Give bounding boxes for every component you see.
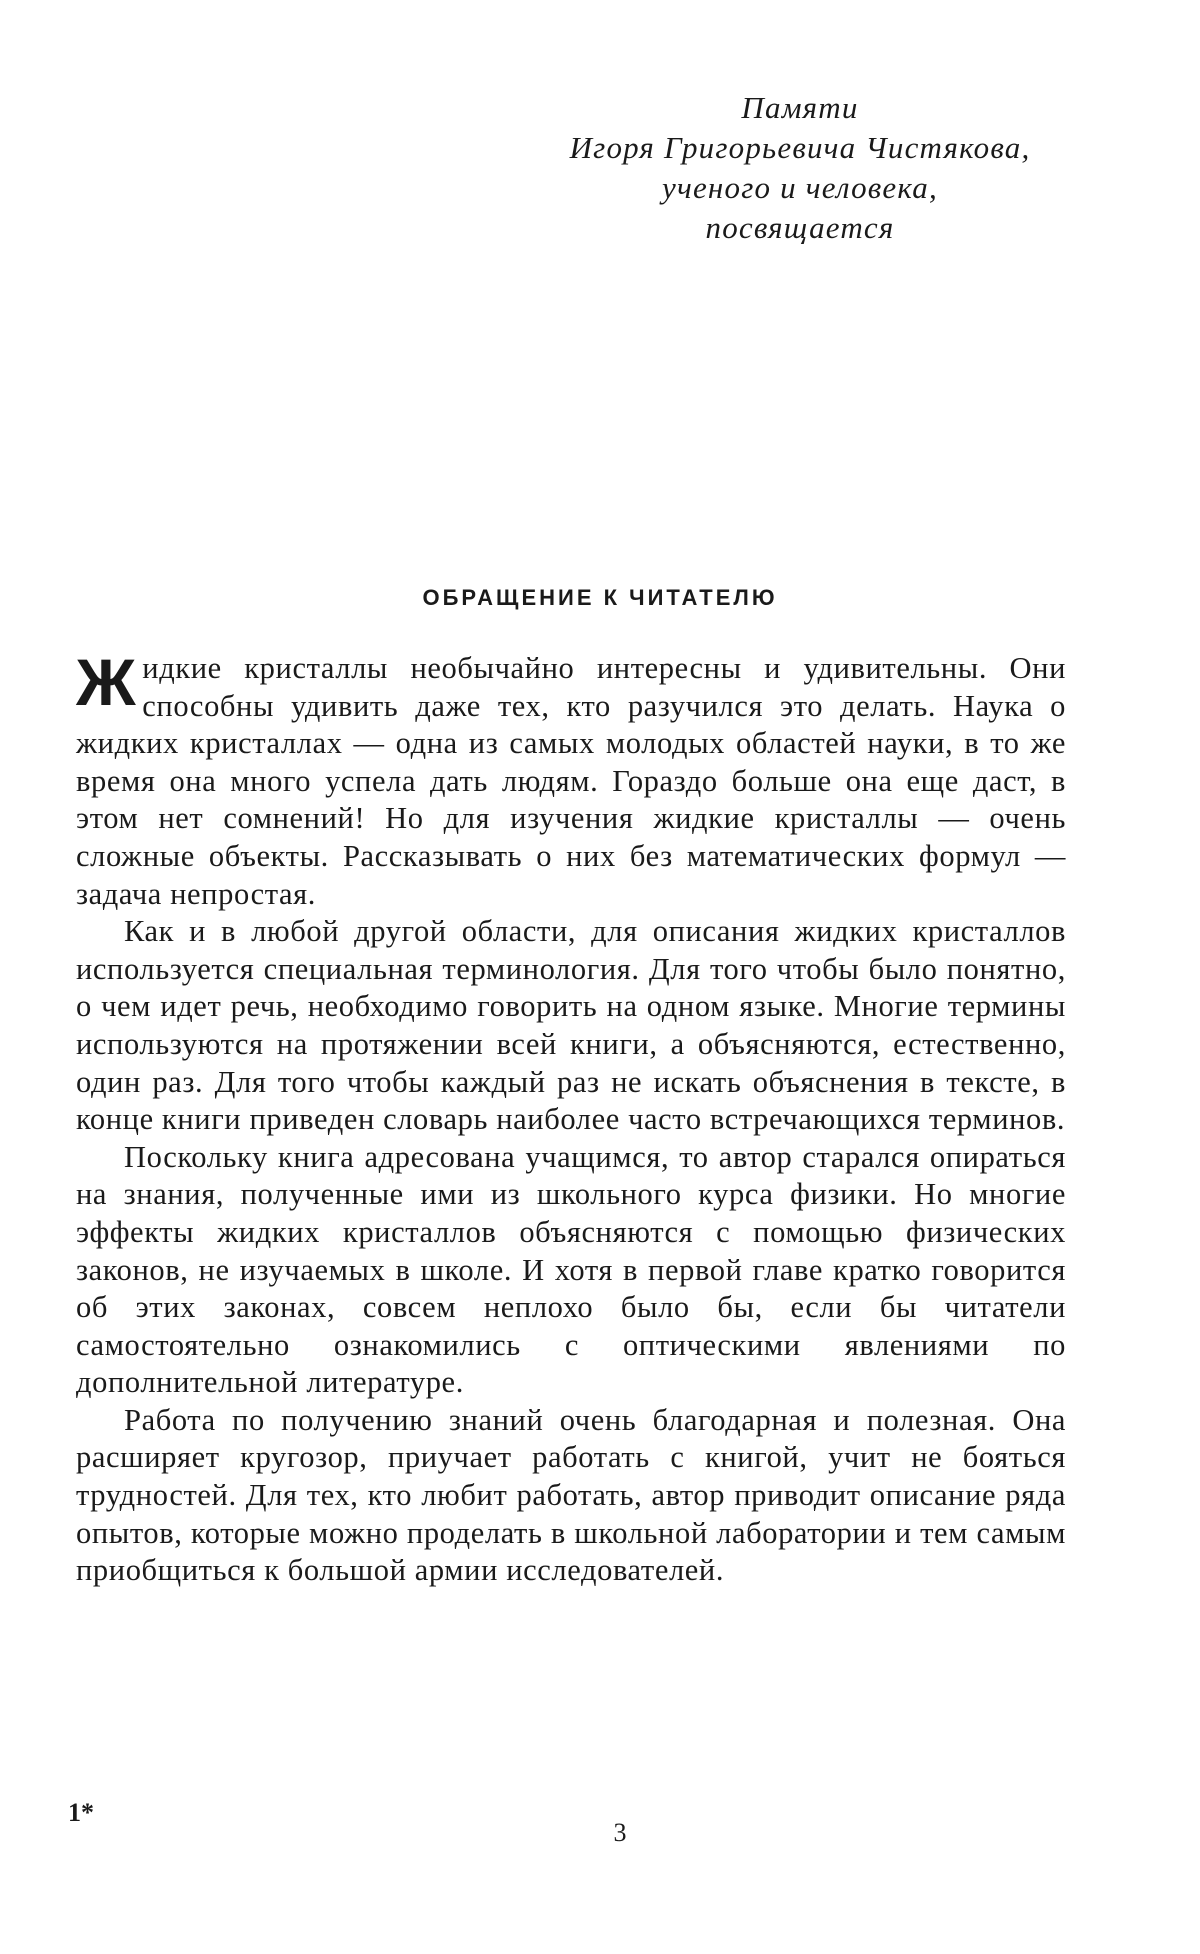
paragraph-1 [76,645,1066,913]
paragraph-3: Поскольку книга адресована учащимся, то автор старался опираться на знания, полученные ими из школьного курса физики. Но многие эффекты жидких кристаллов объясняются с помощью физических законов, не изучаемых в школе. И хотя в первой главе кратко говорится об этих законах, совсем неплохо было бы, если бы читатели самостоятельно ознакомились с оптическими явлениями по дополнительной литературе. [76,1139,1066,1400]
body-text [76,645,1066,1590]
page-number: 3 [613,1818,627,1847]
dedication-line-1: Памяти [741,90,859,125]
dedication-line-4: посвящается [705,210,895,245]
paragraph-4: Работа по получению знаний очень благодарная и полезная. Она расширяет кругозор, приучает работать с книгой, учит не бояться трудностей. Для тех, кто любит работать, автор приводит описание ряда опытов, которые можно проделать в школьной лаборатории и тем самым приобщиться к большой армии исследователей. [76,1402,1066,1588]
dedication [520,88,1080,248]
signature-mark: 1* [68,1798,94,1827]
dedication-line-2: Игоря Григорьевича Чистякова, [569,130,1031,165]
section-heading: ОБРАЩЕНИЕ К ЧИТАТЕЛЮ [422,585,778,610]
drop-cap: Ж [76,645,137,719]
paragraph-2: Как и в любой другой области, для описания жидких кристаллов используется специальная терминология. Для того чтобы было понятно, о чем идет речь, необходимо говорить на одном языке. Многие термины используются на протяжении всей книги, а объясняются, естественно, один раз. Для того чтобы каждый раз не искать объяснения в тексте, в конце книги приведен словарь наиболее часто встречающихся терминов. [76,914,1066,1137]
paragraph-1-text: идкие кристаллы необычайно интересны и удивительны. Они способны удивить даже тех, кто разучился это делать. Наука о жидких кристаллах — одна из самых молодых областей науки, в то же время она много успела дать людям. Гораздо больше она еще даст, в этом нет сомнений! Но для изучения жидкие кристаллы — очень сложные объекты. Рассказывать о них без математических формул — задача непростая. [76,651,1066,911]
dedication-line-3: ученого и человека, [662,170,938,205]
